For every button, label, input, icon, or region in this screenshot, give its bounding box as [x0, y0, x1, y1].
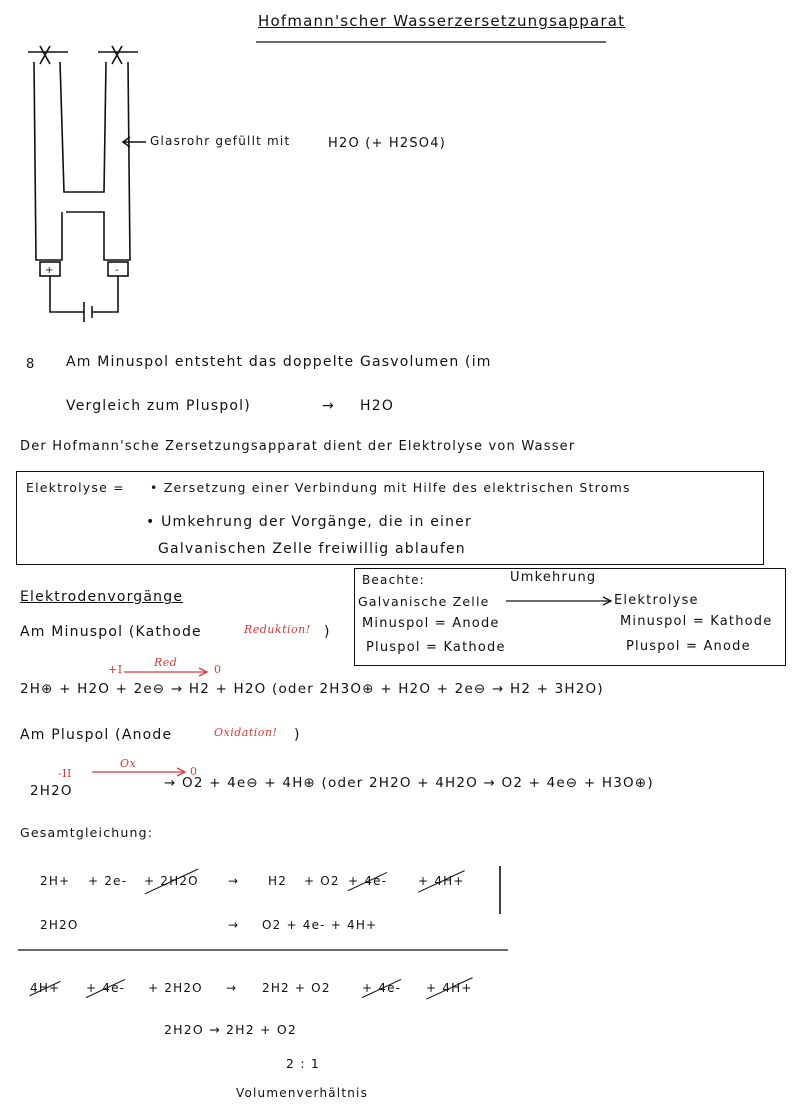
total-row2-arrow: →	[228, 918, 240, 932]
total-row1-term: + 2e-	[88, 874, 128, 888]
note-left-title: Galvanische Zelle	[358, 594, 490, 609]
total-row1-term-struck: + 2H2O	[144, 874, 199, 888]
pluspol-close: )	[294, 727, 301, 743]
definition-bullet-2b: Galvanischen Zelle freiwillig ablaufen	[158, 541, 466, 557]
sum-term-struck: + 4e-	[362, 981, 402, 995]
total-heading: Gesamtgleichung:	[20, 825, 154, 840]
definition-bullet-1: • Zersetzung einer Verbindung mit Hilfe des elektrischen Stroms	[150, 480, 631, 495]
total-row1-term-struck: + 4e-	[348, 874, 388, 888]
definition-term: Elektrolyse =	[26, 480, 125, 495]
reduktion-note: Reduktion!	[244, 623, 311, 636]
red-target-number: 0	[214, 663, 222, 676]
sum-term-struck: 4H+	[30, 981, 61, 995]
note-umkehrung: Umkehrung	[510, 570, 597, 585]
red-oxidation-number: +I	[108, 663, 123, 676]
volume-ratio: 2 : 1	[286, 1056, 321, 1071]
observation-product: H2O	[360, 398, 395, 414]
total-row1-term-struck: + 4H+	[418, 874, 465, 888]
tube-label: Glasrohr gefüllt mit	[150, 134, 291, 148]
sum-term-struck: + 4e-	[86, 981, 126, 995]
note-left-2: Pluspol = Kathode	[366, 640, 506, 655]
sum-term-struck: + 4H+	[426, 981, 473, 995]
sum-term: + 2H2O	[148, 981, 203, 995]
note-left-1: Minuspol = Anode	[362, 616, 500, 631]
note-right-title: Elektrolyse	[614, 593, 699, 608]
minuspol-label: Am Minuspol (Kathode	[20, 624, 202, 640]
equation-1: 2H⊕ + H2O + 2e⊖ → H2 + H2O (oder 2H3O⊕ + H2O + 2e⊖ → H2 + 3H2O)	[20, 681, 604, 697]
observation-line-2: Vergleich zum Pluspol)	[66, 398, 251, 414]
volume-ratio-label: Volumenverhältnis	[236, 1086, 369, 1100]
plus-sign: +	[45, 265, 55, 276]
final-equation: 2H2O → 2H2 + O2	[164, 1022, 298, 1037]
ox-oxidation-number: -II	[58, 767, 72, 780]
observation-line-1: Am Minuspol entsteht das doppelte Gasvolumen (im	[66, 354, 492, 370]
minuspol-close: )	[324, 624, 331, 640]
red-label: Red	[154, 656, 178, 669]
equation-2-right: → O2 + 4e⊖ + 4H⊕ (oder 2H2O + 4H2O → O2 + 4e⊖ + H3O⊕)	[164, 775, 654, 791]
total-row1-term: 2H+	[40, 874, 71, 888]
ox-label: Ox	[120, 757, 137, 770]
equation-2-left: 2H2O	[30, 783, 73, 799]
tube-content: H2O (+ H2SO4)	[328, 136, 446, 151]
sum-term: 2H2 + O2	[262, 981, 331, 995]
note-right-1: Minuspol = Kathode	[620, 614, 773, 629]
page-title: Hofmann'scher Wasserzersetzungsapparat	[258, 12, 626, 30]
oxidation-note: Oxidation!	[214, 726, 278, 739]
minus-sign: -	[115, 265, 120, 276]
sum-arrow: →	[226, 981, 238, 995]
definition-bullet-2: • Umkehrung der Vorgänge, die in einer	[146, 514, 472, 530]
note-right-2: Pluspol = Anode	[626, 639, 751, 654]
observation-marker: 8	[26, 357, 36, 372]
note-heading: Beachte:	[362, 573, 425, 587]
total-row2-term: 2H2O	[40, 918, 79, 932]
total-row1-arrow: →	[228, 874, 240, 888]
purpose-text: Der Hofmann'sche Zersetzungsapparat dient der Elektrolyse von Wasser	[20, 439, 576, 454]
total-row2-term: O2 + 4e- + 4H+	[262, 918, 378, 932]
ox-target-number: 0	[190, 765, 198, 778]
observation-arrow: →	[322, 398, 335, 414]
total-row1-term: + O2	[304, 874, 340, 888]
electrode-heading: Elektrodenvorgänge	[20, 589, 184, 605]
pluspol-label: Am Pluspol (Anode	[20, 727, 173, 743]
total-row1-term: H2	[268, 874, 288, 888]
